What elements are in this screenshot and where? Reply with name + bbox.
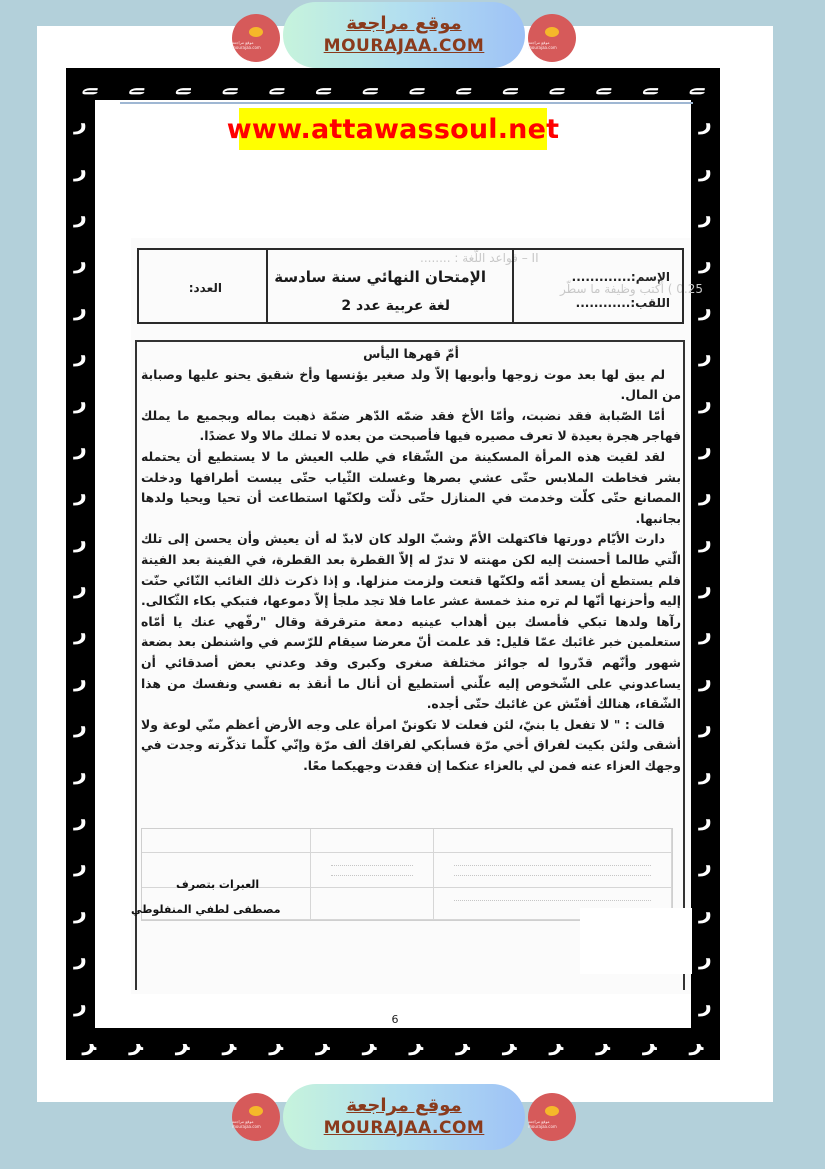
- watermark-site: MOURAJAA.COM: [323, 36, 485, 56]
- header-rule: [120, 102, 693, 104]
- table-cell: [434, 829, 672, 853]
- exam-title-cell: [268, 250, 514, 322]
- credit-author: مصطفى لطفي المنفلوطي: [131, 903, 281, 916]
- surname-field[interactable]: اللقب:............: [575, 296, 670, 310]
- passage-paragraph: لم يبق لها بعد موت زوجها وأبويها إلاّ ولد صغير يؤنسها وأخ شقيق يحنو عليها وصبابة من المال.: [141, 366, 681, 403]
- table-cell: [311, 829, 434, 853]
- passage-title: أمّ قهرها اليأس: [363, 346, 459, 361]
- student-info-cell: [514, 250, 682, 322]
- watermark-site: MOURAJAA.COM: [323, 1118, 485, 1138]
- badge-text: موقع مراجعة mourajaa.com: [232, 39, 261, 50]
- credit-adapted: العبرات بتصرف: [176, 878, 260, 891]
- logo-badge-bottom-right: [528, 1093, 576, 1141]
- reading-passage: [141, 344, 681, 776]
- number-cell: [139, 250, 268, 322]
- book-icon: [545, 1106, 559, 1116]
- exam-header-table: [137, 248, 684, 324]
- border-ornament-bottom: ﺮ ﺮ ﺮ ﺮ ﺮ ﺮ ﺮ ﺮ ﺮ ﺮ ﺮ ﺮ ﺮ ﺮ: [82, 1031, 704, 1056]
- logo-badge-top-right: [528, 14, 576, 62]
- number-label: العدد:: [188, 281, 222, 295]
- border-ornament-left: ﺭ ﺭ ﺭ ﺭ ﺭ ﺭ ﺭ ﺭ ﺭ ﺭ ﺭ ﺭ ﺭ ﺭ ﺭ ﺭ ﺭ ﺭ ﺭ ﺭ: [74, 110, 87, 1017]
- table-cell: [311, 853, 434, 888]
- bleed-through-text: II – قواعد اللّغة : ........: [420, 251, 539, 265]
- passage-paragraph: أمّا الصّبابة فقد نضبت، وأمّا الأخ فقد ضمّه الدّهر ضمّة ذهبت بماله وبجميع ما يملك فهاجر هجرة بعيدة لا تعرف مصيره فيها فأصبحت من بعده لا تملك مالا ولا عضدًا.: [141, 407, 681, 444]
- border-ornament-top: ﮯ ﮯ ﮯ ﮯ ﮯ ﮯ ﮯ ﮯ ﮯ ﮯ ﮯ ﮯ ﮯ ﮯ: [81, 71, 705, 96]
- book-icon: [249, 27, 263, 37]
- watermark-banner-bottom[interactable]: [283, 1084, 525, 1150]
- exam-subtitle: لغة عربية عدد 2: [341, 298, 450, 314]
- book-icon: [545, 27, 559, 37]
- badge-text: موقع مراجعة mourajaa.com: [528, 1118, 557, 1129]
- book-icon: [249, 1106, 263, 1116]
- watermark-banner-top[interactable]: [283, 2, 525, 68]
- logo-badge-bottom-left: [232, 1093, 280, 1141]
- passage-paragraph: لقد لقيت هذه المرأة المسكينة من الشّقاء في طلب العيش ما لا يستطيع أن يحتمله بشر فخاطت الملابس حتّى عشي بصرها وغسلت الثّياب حتّى يبست أطرافها ودخلت المصانع حتّى كلّت وخدمت في المنازل حتّى ذلّت ولكنّها استطاعت أن تحيا ويحيا ولدها بجانبها.: [141, 448, 681, 526]
- exam-title: الإمتحان النهائي سنة سادسة: [274, 268, 486, 286]
- page-number: 6: [391, 1013, 399, 1026]
- badge-text: موقع مراجعة mourajaa.com: [528, 39, 557, 50]
- watermark-arabic-title: موقع مراجعة: [346, 13, 462, 34]
- watermark-arabic-title: موقع مراجعة: [346, 1095, 462, 1116]
- badge-text: موقع مراجعة mourajaa.com: [232, 1118, 261, 1129]
- border-ornament-right: ﺭ ﺭ ﺭ ﺭ ﺭ ﺭ ﺭ ﺭ ﺭ ﺭ ﺭ ﺭ ﺭ ﺭ ﺭ ﺭ ﺭ ﺭ ﺭ ﺭ: [699, 110, 712, 1017]
- name-field[interactable]: الإسم:.............: [571, 270, 670, 284]
- table-cell: [142, 829, 311, 853]
- table-cell: [311, 888, 434, 920]
- passage-paragraph: قالت : " لا تفعل يا بنيّ، لئن فعلت لا تكوننّ امرأة على وجه الأرض أعظم منّي لوعة ولا أشقى ولئن بكيت لفراق أخي مرّة فسأبكي لفراقك ألف مرّة وإنّي كلّما تذكّرته وجدت في وجهك العزاء عنه فمن لي بالعزاء عنكما إن فقدت وجهيكما معًا.: [141, 716, 681, 773]
- logo-badge-top-left: [232, 14, 280, 62]
- blank-area: [580, 908, 692, 974]
- table-cell: [434, 853, 672, 888]
- passage-paragraph: دارت الأيّام دورتها فاكتهلت الأمّ وشبّ الولد كان لابدّ له أن يعيش وأن يحسن إلى تلك الّتي طالما أحسنت إليه لكن مهنته لا تدرّ له إلاّ القطرة بعد القطرة، في الفينة بعد الفينة فلم يستطع أن يسعد أمّه ولكنّها قنعت ولزمت منزلها. و إذا ذكرت ذلك الغائب النّائي حنّت إليه وأحزنها أنّها لم تره منذ خمسة عشر عاما فلا تجد ملجأ إلاّ دموعها، فتبكي بكاء الثّكالى. رآها ولدها تبكي فأمسك بين أهداب عينيه دمعة مترقرقة وقال "رفّهي عنك يا أمّاه ستعلمين خبر غائبك عمّا قليل: قد علمت أنّ معرضا سيقام للرّسم في واشنطن بعد بضعة شهور وأنّهم قدّروا له جوائز مختلفة صغرى وكبرى وقد وعدني بعض أصدقائي أن يساعدوني على الشّخوص إليه علّني أستطيع أن أنال ما أنقذ به نفسي ونفسك من هذا الشّقاء، هنالك أفتّش عن غائبك حتّى أجده.: [141, 531, 681, 712]
- bleed-through-text: 0.25 ) أكتب وظيفة ما سطّر: [560, 282, 703, 296]
- source-site-link[interactable]: www.attawassoul.net: [239, 108, 547, 150]
